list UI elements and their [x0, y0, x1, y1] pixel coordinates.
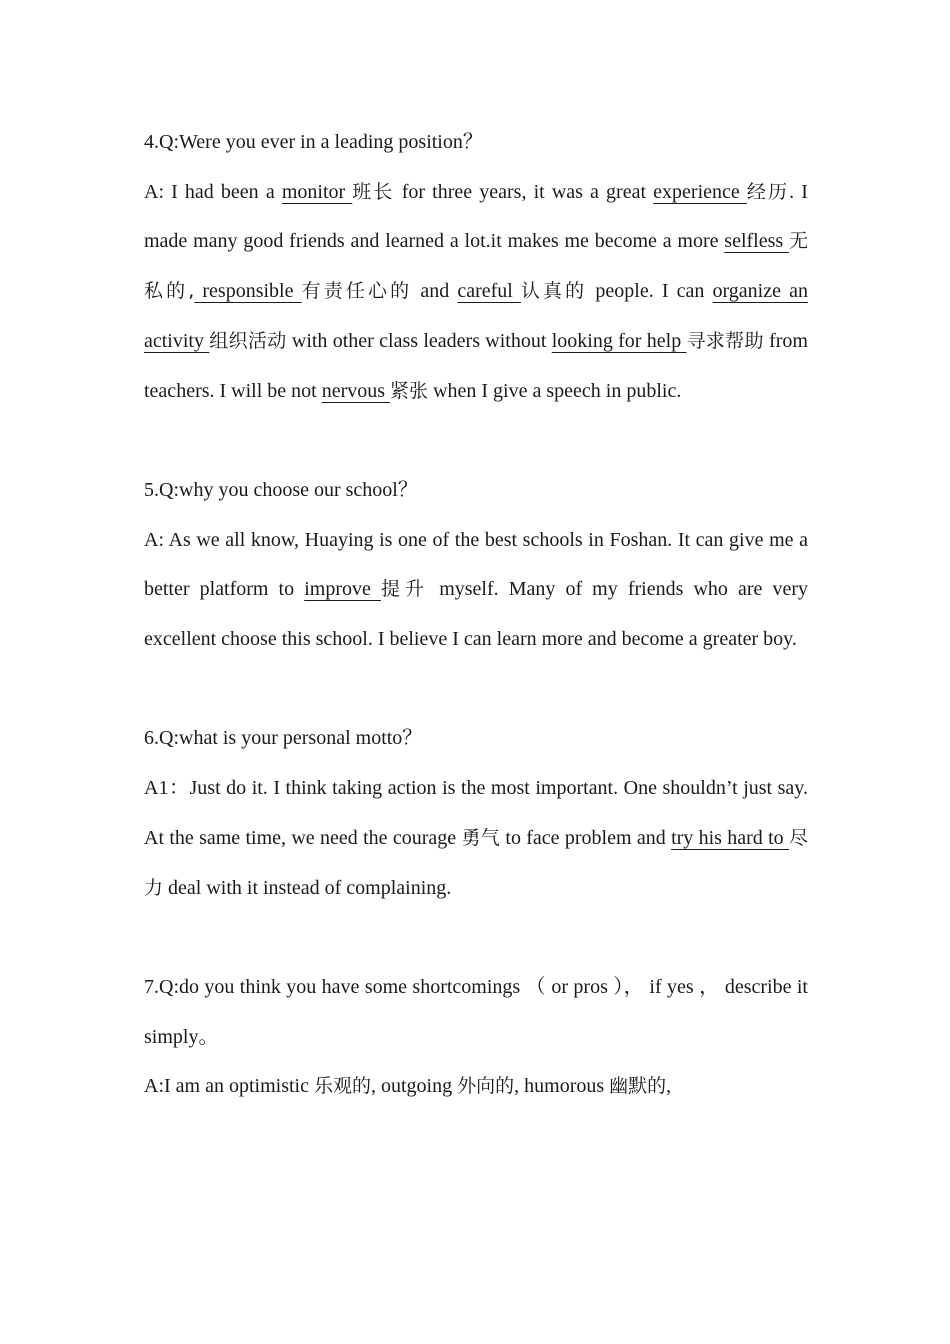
qa-section — [144, 714, 808, 913]
answer-segment: deal with it instead of complaining. — [163, 876, 452, 899]
chinese-gloss: 认真的 — [520, 280, 588, 303]
vocab-term: selfless — [724, 230, 789, 253]
answer-text — [144, 168, 808, 417]
chinese-gloss: 乐观的 — [313, 1075, 371, 1098]
answer-segment: A: I had been a — [144, 180, 282, 203]
question-text: 7.Q:do you think you have some shortcomings （ or pros ）， if yes ， describe it simply。 — [144, 975, 808, 1048]
chinese-gloss: 寻求帮助 — [686, 329, 764, 352]
qa-section — [144, 963, 808, 1112]
chinese-gloss: 外向的 — [457, 1075, 515, 1098]
answer-segment: and — [412, 280, 458, 303]
chinese-gloss: 无私的, — [144, 230, 808, 303]
question-text: 5.Q:why you choose our school？ — [144, 478, 418, 501]
question-text: 4.Q:Were you ever in a leading position？ — [144, 131, 483, 153]
vocab-term: monitor — [281, 180, 353, 203]
vocab-term: nervous — [321, 379, 391, 402]
document-page — [144, 118, 808, 1162]
vocab-term: careful — [457, 280, 521, 303]
question-text: 6.Q:what is your personal motto？ — [144, 727, 423, 750]
vocab-term: organize an activity — [144, 280, 808, 352]
chinese-gloss: 经历 — [746, 180, 790, 203]
answer-segment: for three years, it was a great — [394, 180, 654, 203]
answer-segment: A1： — [144, 777, 190, 800]
chinese-gloss: 尽力 — [144, 826, 809, 899]
answer-segment: A: As we all know, Huaying is one of the best schools in Foshan. It can give me a better platform to — [144, 528, 808, 601]
answer-segment: Just do it. I think taking action is the most important. One shouldn’t just say. At the same time, we need the courage — [144, 777, 808, 849]
answer-segment: , outgoing — [371, 1075, 458, 1098]
qa-section — [144, 118, 808, 416]
vocab-term: responsible — [194, 280, 302, 303]
answer-segment: A:I am an optimistic — [144, 1075, 314, 1098]
answer-segment: with other class leaders without — [286, 329, 552, 352]
chinese-gloss: 有责任心的 — [301, 280, 413, 303]
qa-section — [144, 466, 808, 665]
answer-segment: myself. Many of my friends who are very excellent choose this school. I believe I can learn more and become a greater boy. — [144, 578, 808, 651]
vocab-term: try his hard to — [671, 826, 789, 849]
answer-segment: from teachers. I will be not — [144, 329, 808, 402]
answer-segment: , — [666, 1075, 672, 1098]
chinese-gloss: 紧张 — [390, 379, 429, 402]
answer-text — [144, 764, 808, 913]
vocab-term: improve — [304, 578, 381, 601]
chinese-gloss: 幽默的 — [609, 1075, 667, 1098]
answer-segment: to face problem and — [500, 826, 672, 849]
chinese-gloss: 提升 — [380, 578, 430, 601]
answer-segment: . I made many good friends and learned a lot.it makes me become a more — [144, 180, 808, 253]
answer-text — [144, 516, 808, 665]
chinese-gloss: 勇气 — [461, 826, 501, 849]
answer-segment: , humorous — [514, 1075, 610, 1098]
chinese-gloss: 组织活动 — [209, 329, 287, 352]
vocab-term: experience — [653, 180, 747, 203]
vocab-term: looking for help — [551, 329, 687, 352]
answer-segment: when I give a speech in public. — [428, 379, 682, 402]
chinese-gloss: 班长 — [352, 180, 395, 203]
answer-text — [144, 1062, 808, 1112]
answer-segment: people. I can — [587, 280, 713, 303]
